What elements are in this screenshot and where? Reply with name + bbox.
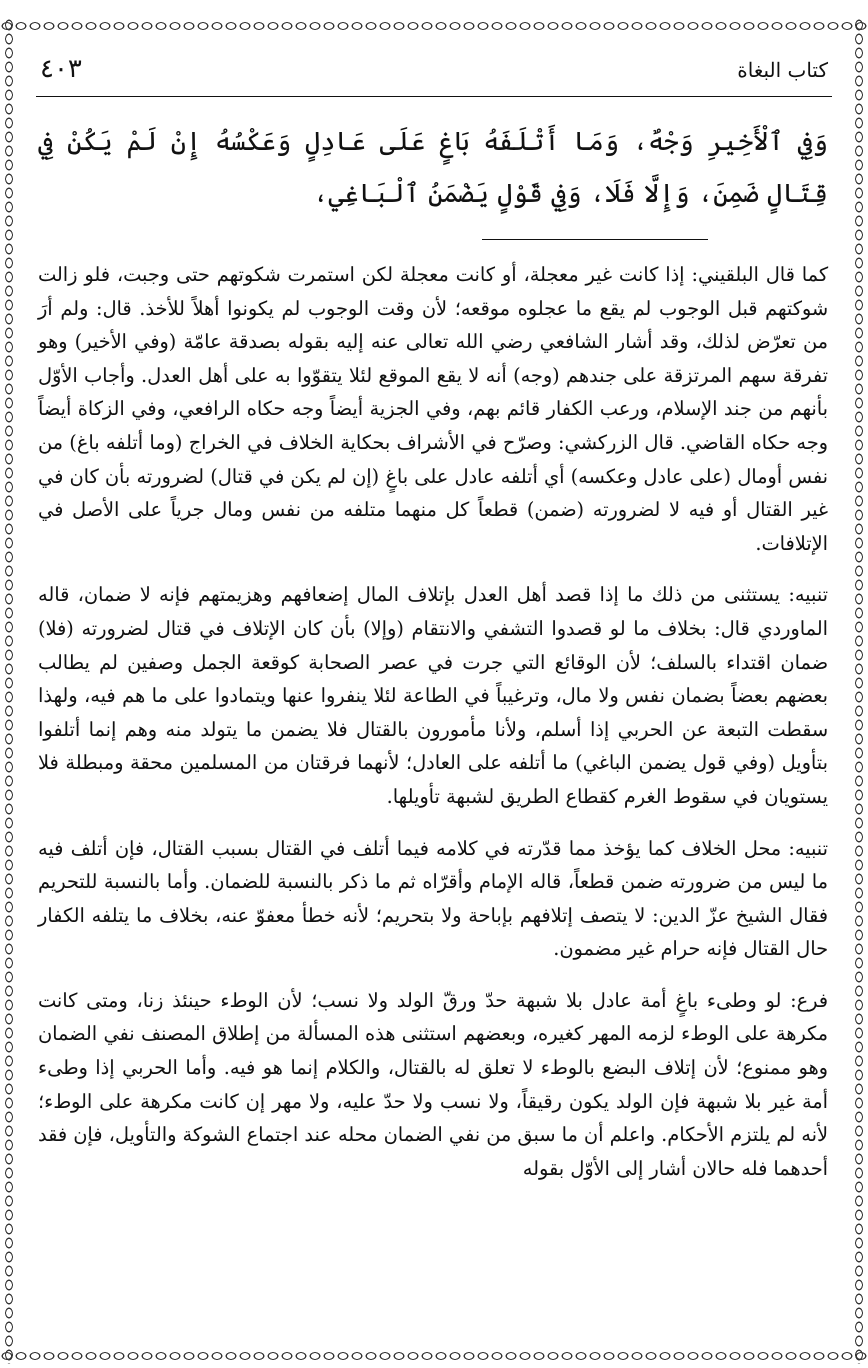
decorative-border-bottom (0, 1348, 868, 1364)
matn-paragraph: وَفِي ٱلْأَخِيرِ وَجْهٌ، وَمَا أَتْلَفَهُ بَاغٍ عَلَى عَادِلٍ وَعَكْسُهُ إِنْ لَمْ يَكُنْ فِي قِتَالٍ ضَمِنَ، وَإِلَّا فَلَا، وَفِي قَوْلٍ يَضْمَنُ ٱلْبَاغِي، (38, 127, 828, 209)
page-header (36, 56, 832, 97)
commentary-paragraph: تنبيه: محل الخلاف كما يؤخذ مما قدّرته في كلامه فيما أتلف في القتال بسبب القتال، فإن أتلف فيه ما ليس من ضرورته ضمن قطعاً، قاله الإمام وأقرّاه ثم ما ذكر بالنسبة للضمان. وأما بالنسبة للتحريم فقال الشيخ عزّ الدين: لا يتصف إتلافهم بإباحة ولا بتحريم؛ لأنه خطأ معفوّ عنه، بخلاف ما يتلفه الكفار حال القتال فإنه حرام غير مضمون. (38, 836, 828, 961)
commentary-paragraph: كما قال البلقيني: إذا كانت غير معجلة، أو كانت معجلة لكن استمرت شكوتهم حتى وجبت، فلو زالت شوكتهم قبل الوجوب لم يقع ما عجلوه موقعه؛ لأن وقت الوجوب لم يكونوا أهلاً للأخذ. قال: ولم أرَ من تعرّض لذلك، وقد أشار الشافعي رضي الله تعالى عنه إليه بقوله بصدقة عامّة (وفي الأخير) وهو تفرقة سهم المرتزقة على جندهم (وجه) أنه لا يقع الموقع لئلا يتقوّوا به على أهل العدل. وأجاب الأوّل بأنهم من جند الإسلام، ورعب الكفار قائم بهم، وفي الجزية أيضاً وجه حكاه الرافعي، وفي الزكاة أيضاً وجه حكاه القاضي. قال الزركشي: وصرّح في الأشراف بحكاية الخلاف في الخراج (وما أتلفه باغ) من نفس أومال (على عادل وعكسه) أي أتلفه عادل على باغٍ (إن لم يكن في قتال) لضرورته بأن كان في غير القتال أو فيه لا لضرورته (ضمن) قطعاً كل منهما متلفه من نفس ومال جرياً على الأصل في الإتلافات. (38, 263, 828, 555)
decorative-border-left (2, 18, 16, 1364)
commentary-text (38, 258, 828, 1185)
commentary-paragraph: تنبيه: يستثنى من ذلك ما إذا قصد أهل العدل بإتلاف المال إضعافهم وهزيمتهم فإنه لا ضمان، قاله الماوردي قال: بخلاف ما لو قصدوا التشفي والانتقام (وإلا) بأن كان الإتلاف في قتال لضرورته (فلا) ضمان اقتداء بالسلف؛ لأن الوقائع التي جرت في عصر الصحابة كوقعة الجمل وصفين لم يطالب بعضهم بعضاً بضمان نفس ولا مال، وترغيباً في الطاعة لئلا ينفروا عنها ويتمادوا على ما هم فيه، ولهذا سقطت التبعة عن الحربي إذا أسلم، ولأنا مأمورون بالقتال فلا يضمن ما يتولد منه وهم إنما أتلفوا بتأويل (وفي قول يضمن الباغي) ما أتلفه على العادل؛ لأنهما فرقتان من المسلمين محقة ومبطلة فلا يستويان في سقوط الغرم كقطاع الطريق لشبهة تأويلها. (38, 583, 828, 808)
commentary-paragraph: فرع: لو وطىء باغٍ أمة عادل بلا شبهة حدّ ورقّ الولد ولا نسب؛ لأن الوطء حينئذ زنا، ومتى كانت مكرهة على الوطء لزمه المهر كغيره، وبعضهم استثنى هذه المسألة من إطلاق المصنف نفي الضمان وهو ممنوع؛ لأن إتلاف البضع بالوطء لا تعلق له بالقتال، والكلام إنما هو فيه. وأما الحربي إذا وطىء أمة غير بلا شبهة فإن الولد يكون رقيقاً، ولا نسب ولا حدّ عليه، ولا مهر إن كانت مكرهة على الوطء؛ لأنه لم يلتزم الأحكام. واعلم أن ما سبق من نفي الضمان محله عند اجتماع الشوكة والتأويل، فإن فقد أحدهما فله حالان أشار إلى الأوّل بقوله (38, 988, 828, 1180)
running-title: كتاب البغاة (737, 58, 828, 82)
decorative-border-right (852, 18, 866, 1364)
footnote-divider (482, 239, 708, 240)
decorative-border-top (0, 18, 868, 34)
main-text (38, 116, 828, 220)
page-number: ٤٠٣ (40, 54, 82, 84)
